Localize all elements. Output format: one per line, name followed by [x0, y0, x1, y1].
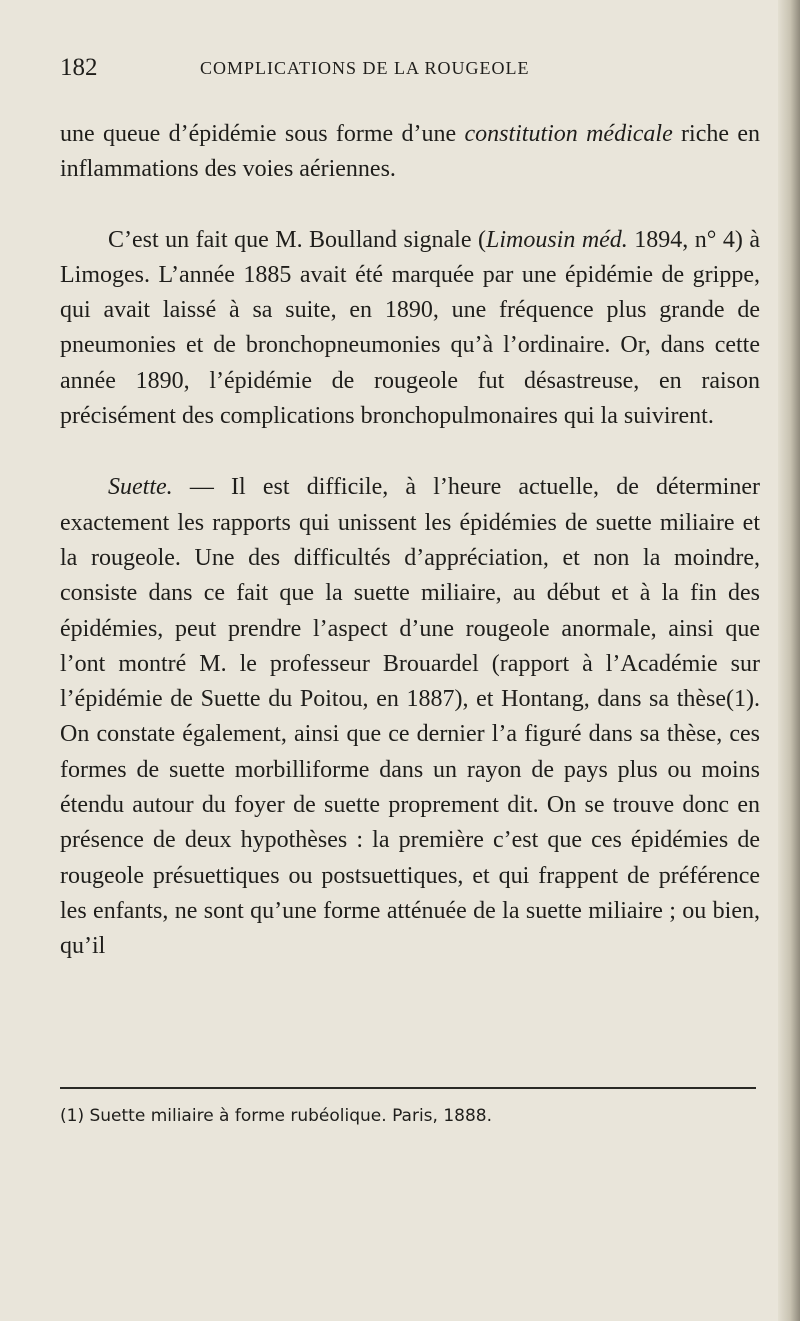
- section-heading-suette: Suette.: [108, 474, 173, 501]
- page-edge-shadow: [778, 0, 800, 1321]
- book-page: [60, 40, 770, 1300]
- footnote: (1) Suette miliaire à forme rubéolique. Paris, 1888.: [60, 1106, 493, 1126]
- paragraph-2-italic: Limousin méd.: [485, 226, 628, 253]
- running-head: [60, 54, 700, 94]
- paragraph-3-text: — Il est difficile, à l’heure actuelle, de déterminer exactement les rapports qui unissent les épidémies de suette miliaire et la rougeole. Une des difficultés d’appréciation, et non la moindre, consiste dans ce fait que la suette miliaire, au début et à la fin des épidémies, peut prendre l’aspect d’une rougeole anormale, ainsi que l’ont montré M. le professeur Brouardel (rapport à l’Académie sur l’épidémie de Suette du Poitou, en 1887), et Hontang, dans sa thèse(1). On constate également, ainsi que ce dernier l’a figuré dans sa thèse, ces formes de suette morbilliforme dans un rayon de pays plus ou moins étendu autour du foyer de suette proprement dit. On se trouve donc en présence de deux hypothèses : la première c’est que ces épidémies de rougeole présuettiques ou postsuettiques, et qui frappent de préférence les enfants, ne sont qu’une forme atténuée de la suette miliaire ; ou bien, qu’il: [60, 474, 760, 960]
- paragraph-3: [60, 470, 760, 964]
- running-head-title: COMPLICATIONS DE LA ROUGEOLE: [200, 58, 530, 78]
- paragraph-1-text-a: une queue d’épidémie sous forme d’une: [60, 121, 465, 147]
- paragraph-2-text-c: 1894, n° 4) à Limoges. L’année 1885 avait été marquée par une épidémie de grippe, qui avait laissé à sa suite, en 1890, une fréquence plus grande de pneumonies et de bronchopneumonies qu’à l’ordinaire. Or, dans cette année 1890, l’épidémie de rougeole fut désastreuse, en raison précisément des complications bronchopulmonaires qui la suivirent.: [60, 226, 760, 430]
- footnote-rule: [60, 1087, 756, 1089]
- paragraph-1: [60, 117, 760, 188]
- page-number: 182: [60, 54, 98, 81]
- paragraph-2-text-a: C’est un fait que M. Boulland signale (: [108, 226, 486, 253]
- paragraph-2: [60, 223, 760, 435]
- paragraph-1-italic: constitution médicale: [464, 121, 673, 147]
- paragraph-1-text-c: riche en inflammations des voies aériennes.: [60, 121, 760, 183]
- body-text: [60, 117, 760, 965]
